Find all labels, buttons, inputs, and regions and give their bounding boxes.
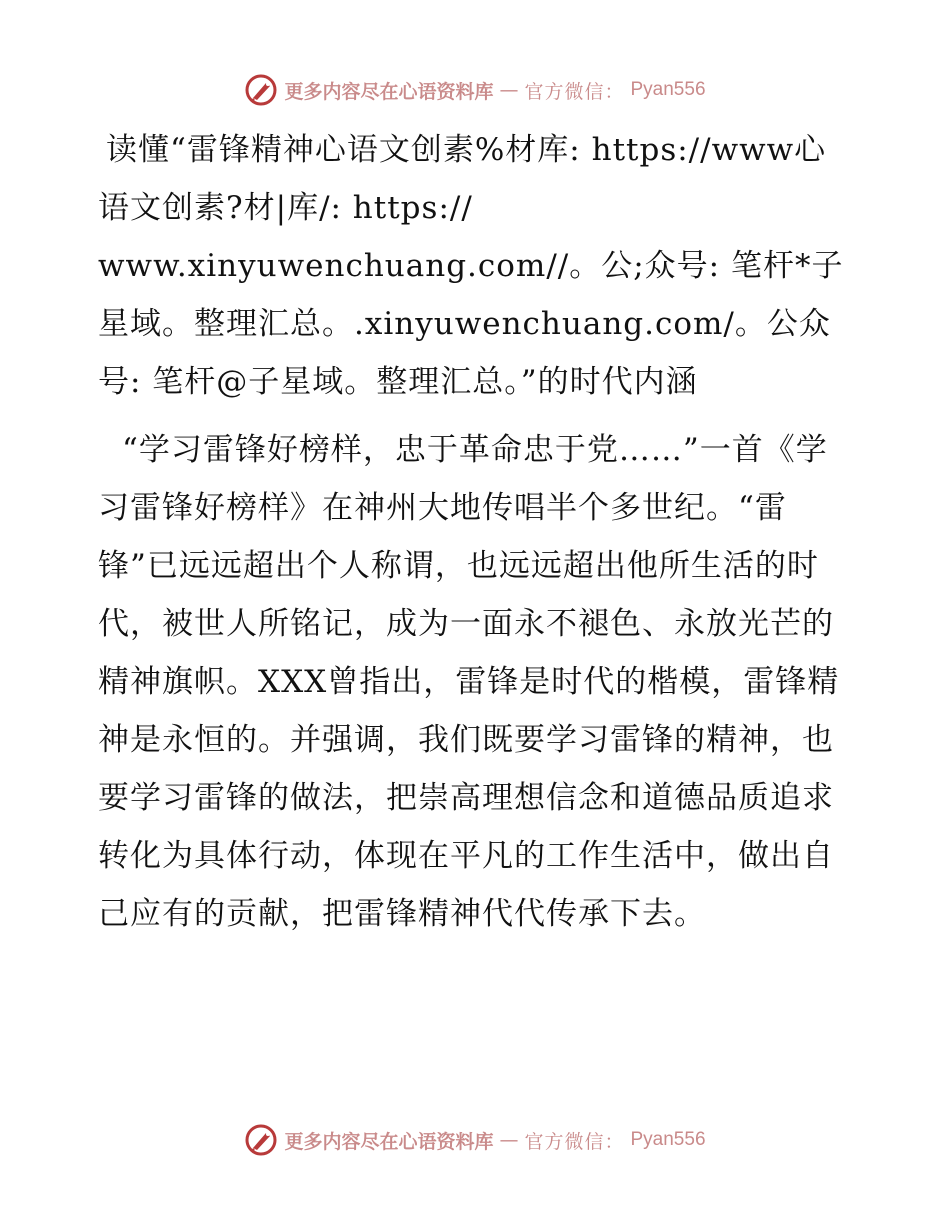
banner-dash: — (499, 79, 519, 101)
footer-banner-content (244, 1123, 705, 1157)
banner-main-text: 更多内容尽在心语资料库 (284, 1130, 494, 1153)
banner-wechat-id: Pyan556 (630, 79, 706, 100)
pen-logo-icon (244, 73, 278, 107)
header-banner-content (244, 73, 705, 107)
banner-dash: — (499, 1129, 519, 1151)
pen-logo-icon (244, 1123, 278, 1157)
banner-wechat-id: Pyan556 (630, 1129, 706, 1150)
header-banner (0, 70, 950, 110)
paragraph-heading-url: 读懂“雷锋精神心语文创素%材库: https://www心语文创素?材|库/: https:// www.xinyuwenchuang.com//。公;众号: 笔杆*子星域。整理汇总。.xinyuwenchuang.com/。公众号: 笔杆@子星域。整理汇总。”的时代内涵 (98, 132, 844, 400)
paragraph-main: “学习雷锋好榜样，忠于革命忠于党……”一首《学习雷锋好榜样》在神州大地传唱半个多世纪。“雷锋”已远远超出个人称谓，也远远超出他所生活的时代，被世人所铭记，成为一面永不褪色、永放光芒的精神旗帜。XXX曾指出，雷锋是时代的楷模，雷锋精神是永恒的。并强调，我们既要学习雷锋的精神，也要学习雷锋的做法，把崇高理想信念和道德品质追求转化为具体行动，体现在平凡的工作生活中，做出自己应有的贡献，把雷锋精神代代传承下去。 (98, 432, 840, 932)
footer-banner (0, 1120, 950, 1160)
banner-main-text: 更多内容尽在心语资料库 (284, 80, 494, 103)
banner-wechat-label: 官方微信： (524, 80, 625, 103)
document-body (98, 121, 858, 943)
banner-wechat-label: 官方微信： (524, 1130, 625, 1153)
